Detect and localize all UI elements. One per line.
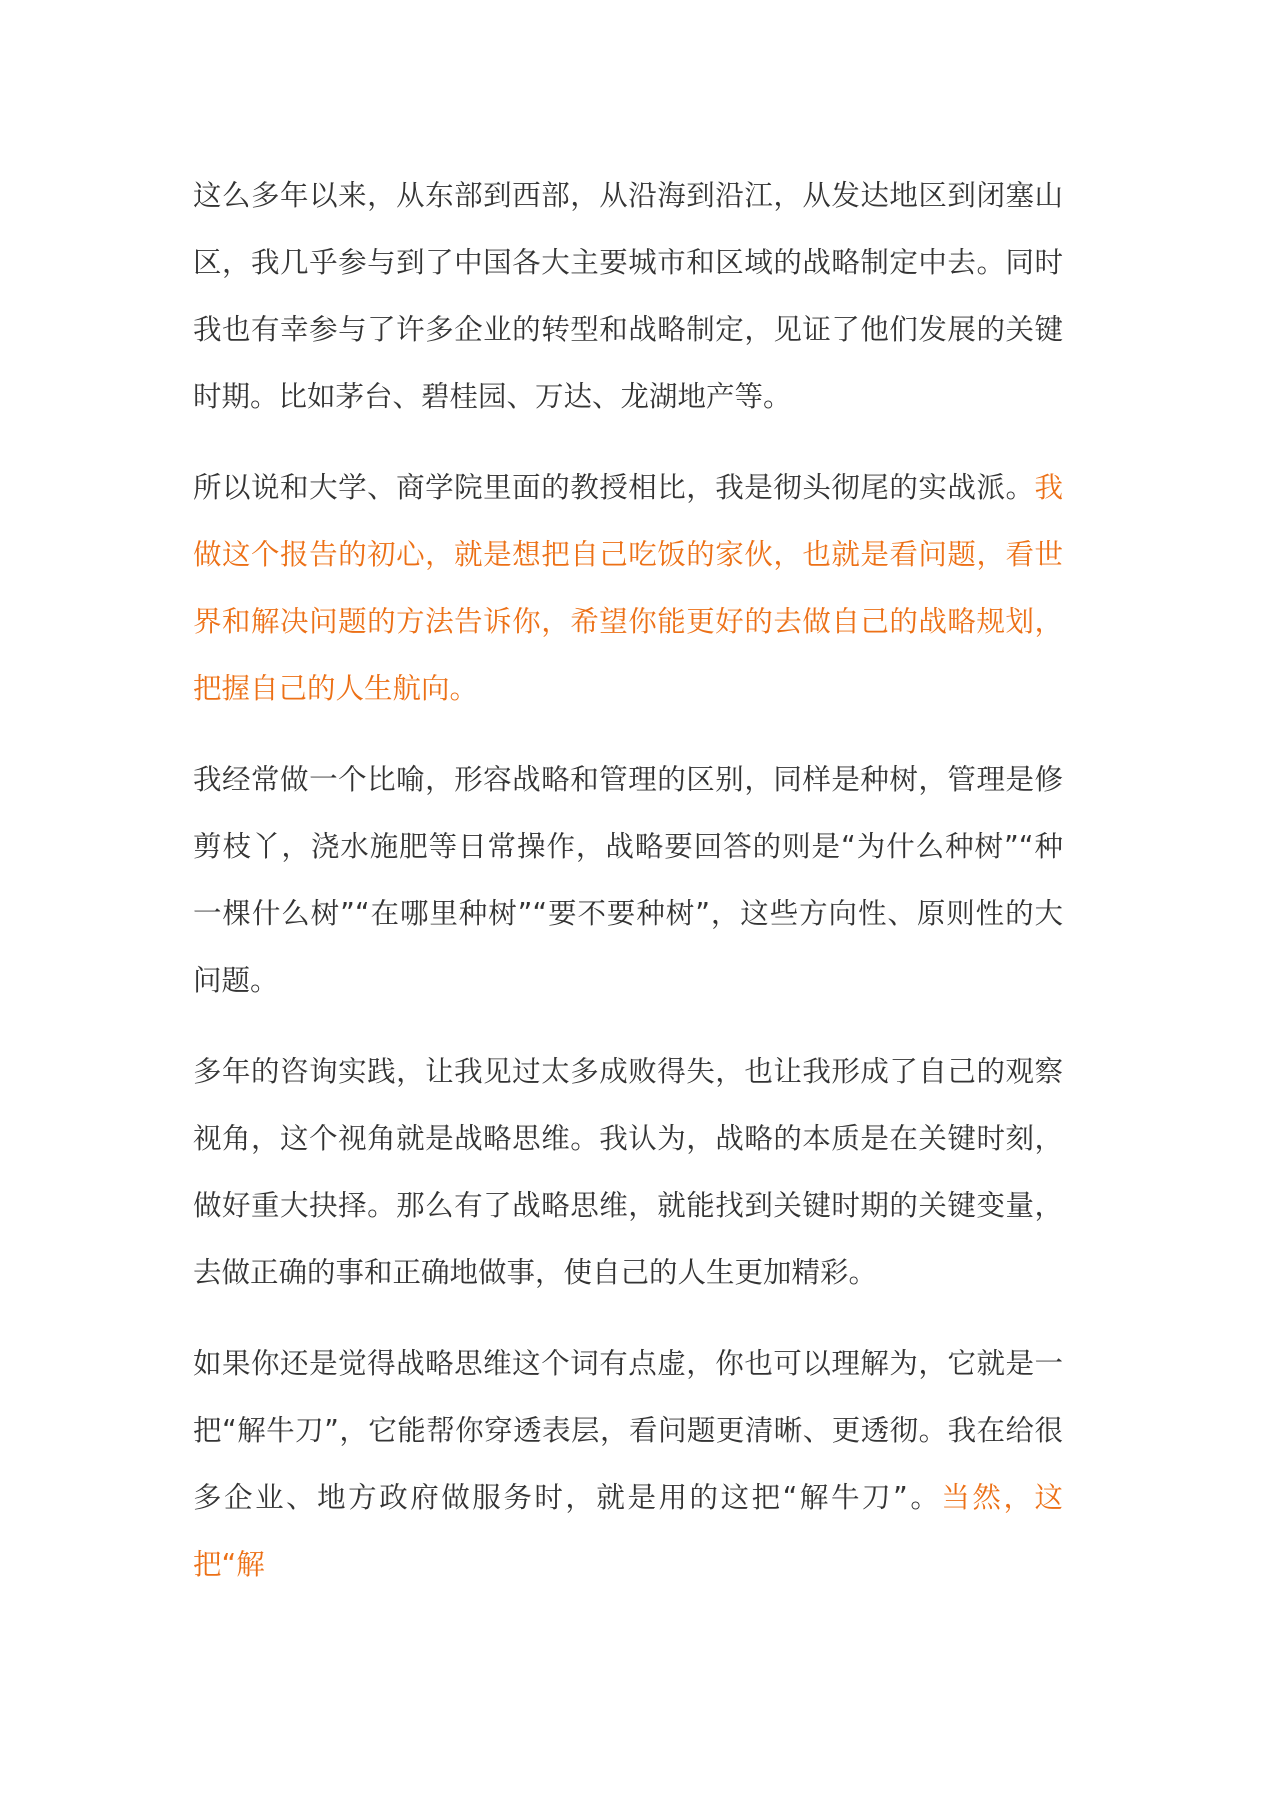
paragraph-2-highlight: 我做这个报告的初心，就是想把自己吃饭的家伙，也就是看问题，看世界和解决问题的方法告诉你，希望你能更好的去做自己的战略规划，把握自己的人生航向。 (193, 471, 1063, 705)
paragraph-2-text: 所以说和大学、商学院里面的教授相比，我是彻头彻尾的实战派。 (193, 471, 1035, 504)
paragraph-3-text: 我经常做一个比喻，形容战略和管理的区别，同样是种树，管理是修剪枝丫，浇水施肥等日常操作，战略要回答的则是“为什么种树”“种一棵什么树”“在哪里种树”“要不要种树”，这些方向性、原则性的大问题。 (193, 763, 1063, 997)
paragraph-5-highlight: 当然，这把“解 (193, 1481, 1063, 1581)
paragraph-5 (193, 1330, 1063, 1598)
paragraph-4-text: 多年的咨询实践，让我见过太多成败得失，也让我形成了自己的观察视角，这个视角就是战略思维。我认为，战略的本质是在关键时刻，做好重大抉择。那么有了战略思维，就能找到关键时期的关键变量，去做正确的事和正确地做事，使自己的人生更加精彩。 (193, 1055, 1063, 1289)
paragraph-1-text: 这么多年以来，从东部到西部，从沿海到沿江，从发达地区到闭塞山区，我几乎参与到了中国各大主要城市和区域的战略制定中去。同时我也有幸参与了许多企业的转型和战略制定，见证了他们发展的关键时期。比如茅台、碧桂园、万达、龙湖地产等。 (193, 179, 1063, 413)
document-body (193, 162, 1063, 1622)
paragraph-4 (193, 1038, 1063, 1306)
paragraph-2 (193, 454, 1063, 722)
paragraph-3 (193, 746, 1063, 1014)
paragraph-5-text: 如果你还是觉得战略思维这个词有点虚，你也可以理解为，它就是一把“解牛刀”，它能帮你穿透表层，看问题更清晰、更透彻。我在给很多企业、地方政府做服务时，就是用的这把“解牛刀”。 (193, 1347, 1063, 1514)
paragraph-1 (193, 162, 1063, 430)
